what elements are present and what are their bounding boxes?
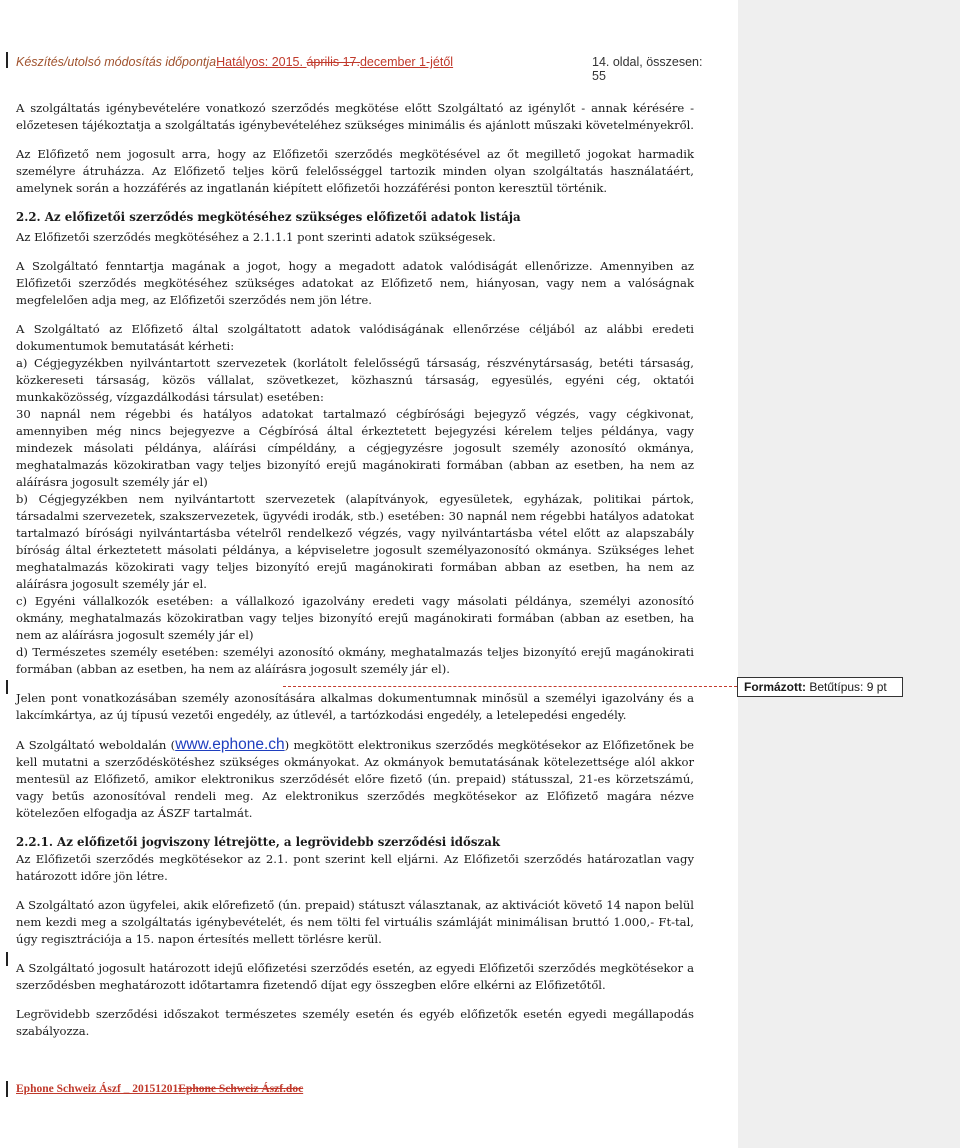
paragraph: Az Előfizetői szerződés megkötésekor az 2.1. pont szerint kell eljárni. Az Előfizetői szerződés határozatlan vagy határozott időre jön létre. (16, 852, 694, 883)
page-footer (16, 1083, 303, 1095)
text: A Szolgáltató weboldalán ( (16, 738, 176, 752)
paragraph-weboldal (16, 736, 694, 822)
paragraph: Legrövidebb szerződési időszakot természetes személy esetén és egyéb előfizetők esetén egyedi megállapodás szabályozza. (16, 1007, 694, 1038)
markup-margin (738, 0, 960, 1148)
section-heading: 2.2.1. Az előfizetői jogviszony létrejötte, a legrövidebb szerződési időszak (16, 835, 501, 849)
paragraph: A Szolgáltató az Előfizető által szolgáltatott adatok valódiságának ellenőrzése céljából az alábbi eredeti dokumentumok bemutatását kérheti: (16, 322, 694, 353)
header-inserted-date: december 1-jétől (359, 55, 454, 69)
comment-text: Betűtípus: 9 pt (809, 680, 887, 694)
paragraph: A Szolgáltató jogosult határozott idejű előfizetési szerződés esetén, az egyedi Előfizetői szerződés megkötésekor a szerződésben meghatározott időtartamra fizetendő díjat egy összegben előre elkérni az Előfizetőtől. (16, 961, 694, 992)
comment-leader-line (283, 686, 737, 688)
paragraph: Jelen pont vonatkozásában személy azonosítására alkalmas dokumentumnak minősül a személyi igazolvány és a lakcímkártya, az új típusú vezetői engedély, az útlevél, a tartózkodási engedély, a letelepedési engedély. (16, 691, 694, 722)
paragraph: A Szolgáltató fenntartja magának a jogot, hogy a megadott adatok valódiságát ellenőrizze. Amennyiben az Előfizetői szerződés megkötéséhez szükséges adatokat az Előfizető nem, hiányosan, vagy nem a valóságnak megfelelően adja meg, az Előfizetői szerződés nem jön létre. (16, 259, 694, 307)
page-header (16, 55, 716, 83)
paragraph: c) Egyéni vállalkozók esetében: a vállalkozó igazolvány eredeti vagy másolati példánya, személyi azonosító okmány, meghatalmazás közokiratban vagy teljes bizonyító erejű magánokirati formában (abban az esetben, ha nem az aláírásra jogosult személy jár el) (16, 594, 694, 642)
header-deleted-date: április 17. (306, 55, 360, 69)
text: ) megkötött elektronikus szerződés megkötésekor az Előfizetőnek be kell mutatni a szerződéskötéshez szükséges okmányokat. Az okmányok bemutatásának kötelezettsége alól akkor mentesül az Előfizető, amikor elektronikus szerződését előre fizető (ún. prepaid) státusszal, 21-es körzetszámú, vagy betűs azonosítóval rendeli meg. Az elektronikus szerződés megkötésekor az Előfizető magára nézve kötelezően elfogadja az ÁSZF tartalmát. (16, 738, 695, 820)
header-inserted: Hatályos: 2015. (216, 55, 307, 69)
section-heading: 2.2. Az előfizetői szerződés megkötéséhez szükséges előfizetői adatok listája (16, 210, 521, 224)
paragraph: a) Cégjegyzékben nyilvántartott szervezetek (korlátolt felelősségű társaság, részvénytársaság, betéti társaság, közkereseti társaság, közös vállalat, szövetkezet, közhasznú társaság, egyesülés, egyéni cég, oktatói munkaközösség, vízgazdálkodási társulat) esetében: (16, 356, 694, 404)
paragraph: Az Előfizető nem jogosult arra, hogy az Előfizetői szerződés megkötésével az őt megillető jogokat harmadik személyre átruházza. Az Előfizető teljes körű felelősséggel tartozik minden olyan szolgáltatás használatáért, amelynek során a hozzáférés az ingatlanán kiépített előfizetői hozzáférési ponton keresztül történik. (16, 147, 694, 195)
paragraph: b) Cégjegyzékben nem nyilvántartott szervezetek (alapítványok, egyesületek, egyházak, politikai pártok, társadalmi szervezetek, szakszervezetek, ügyvédi irodák, stb.) esetében: 30 napnál nem régebbi hatályos adatokat tartalmazó bírósági nyilvántartásba vételről rendelkező végzés, vagy nyilvántartásba vétel előtt az alapszabály bíróság által érkeztetett másolati példánya, a képviseletre jogosult személyazonosító okmánya. Szükséges lehet meghatalmazás közokirati vagy teljes bizonyító erejű magánokirati formában abban az esetben, ha nem az aláírásra jogosult személy jár el. (16, 492, 694, 591)
document-body (16, 100, 694, 1052)
change-bar (6, 52, 8, 68)
change-bar (6, 1081, 8, 1097)
paragraph: A Szolgáltató azon ügyfelei, akik előrefizető (ún. prepaid) státuszt választanak, az aktivációt követő 14 napon belül nem kezdi meg a szolgáltatás igénybevételét, és nem tölti fel virtuális számláját minimálisan bruttó 1.000,- Ft-tal, úgy regisztrációja a 15. napon értesítés mellett törlésre kerül. (16, 898, 694, 946)
paragraph: A szolgáltatás igénybevételére vonatkozó szerződés megkötése előtt Szolgáltató az igénylőt - annak kérésére - előzetesen tájékoztatja a szolgáltatás igénybevételéhez szükséges minimális és ajánlott műszaki követelményekről. (16, 101, 694, 132)
change-bar (6, 952, 8, 966)
paragraph: 30 napnál nem régebbi és hatályos adatokat tartalmazó cégbírósági bejegyző végzés, vagy cégkivonat, amennyiben még nincs bejegyezve a Cégbírósá által érkeztetett bejegyzési kérelem teljes példánya, vagy mindezek másolati példánya, aláírási címpéldány, a cégjegyzésre jogosult személy azonosító okmánya, meghatalmazás közokiratban vagy teljes bizonyító erejű magánokirati formában (abban az esetben, ha nem az aláírásra jogosult személy jár el) (16, 407, 694, 489)
footer-inserted: Ephone Schweiz Ászf _ 20151201 (16, 1083, 179, 1095)
header-prefix: Készítés/utolsó módosítás időpontja (16, 55, 217, 69)
paragraph: Az Előfizetői szerződés megkötéséhez a 2.1.1.1 pont szerinti adatok szükségesek. (16, 230, 496, 244)
format-comment-balloon[interactable] (737, 677, 903, 697)
paragraph: d) Természetes személy esetében: személyi azonosító okmány, meghatalmazás teljes bizonyító erejű magánokirati formában (abban az esetben, ha nem az aláírásra jogosult személy jár el). (16, 645, 694, 676)
change-bar (6, 680, 8, 694)
comment-label: Formázott: (744, 680, 806, 694)
page-number: 14. oldal, összesen: 55 (592, 55, 703, 83)
website-link[interactable]: www.ephone.ch (175, 736, 285, 753)
footer-deleted: Ephone Schweiz Ászf.doc (178, 1083, 304, 1095)
